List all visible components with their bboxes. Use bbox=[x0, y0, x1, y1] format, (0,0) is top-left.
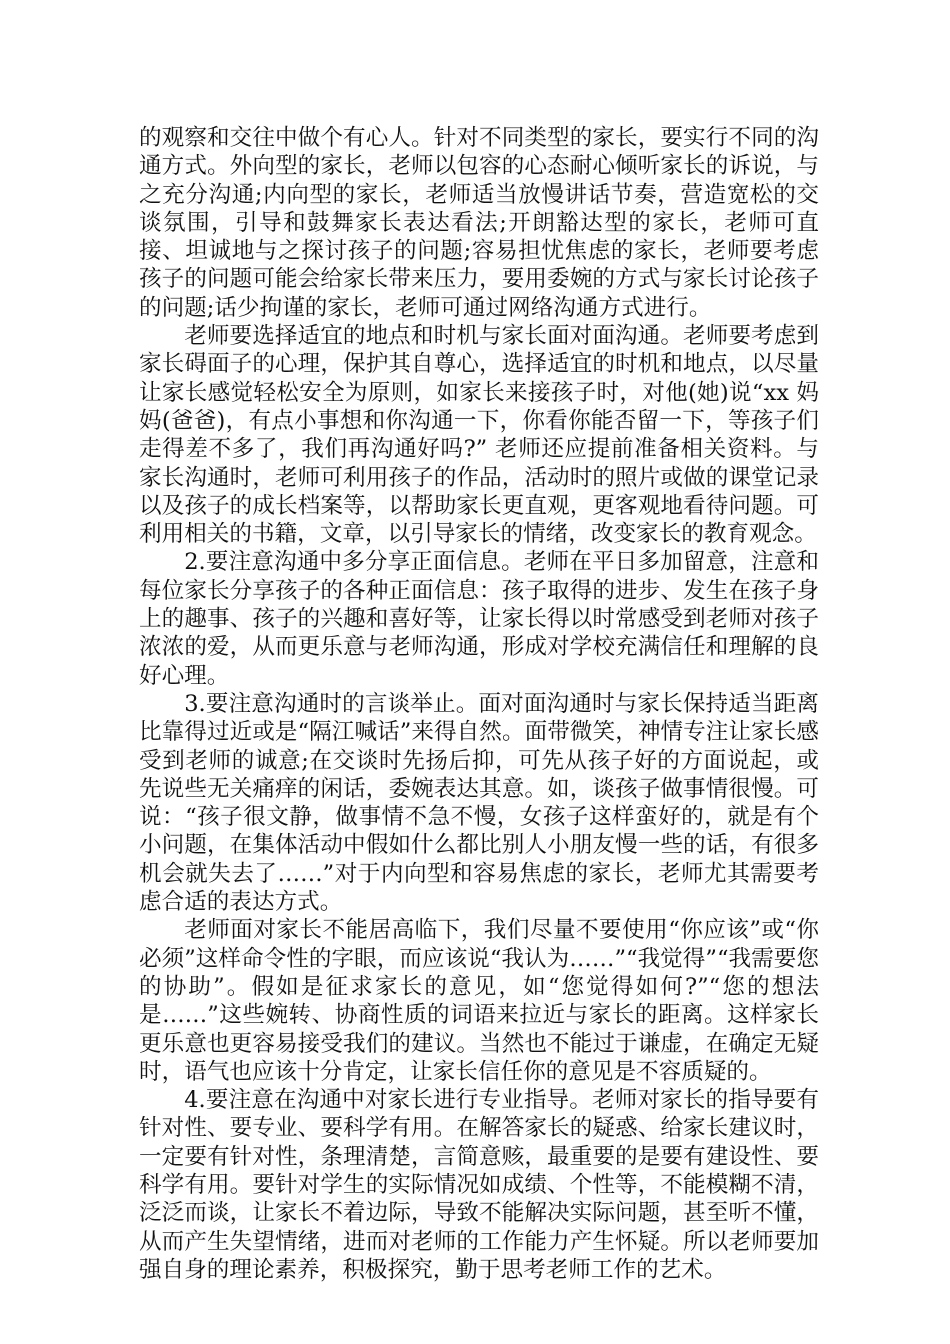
paragraph-3: 2.要注意沟通中多分享正面信息。老师在平日多加留意，注意和每位家长分享孩子的各种正面信息：孩子取得的进步、发生在孩子身上的趣事、孩子的兴趣和喜好等，让家长得以时常感受到老师对孩子浓浓的爱，从而更乐意与老师沟通，形成对学校充满信任和理解的良好心理。 bbox=[139, 549, 819, 689]
paragraph-4: 3.要注意沟通时的言谈举止。面对面沟通时与家长保持适当距离比靠得过近或是“隔江喊话”来得自然。面带微笑，神情专注让家长感受到老师的诚意;在交谈时先扬后抑，可先从孩子好的方面说起，或先说些无关痛痒的闲话，委婉表达其意。如，谈孩子做事情很慢。可说：“孩子很文静，做事情不急不慢，女孩子这样蛮好的，就是有个小问题，在集体活动中假如什么都比别人小朋友慢一些的话，有很多机会就失去了……”对于内向型和容易焦虑的家长，老师尤其需要考虑合适的表达方式。 bbox=[139, 690, 819, 916]
paragraph-5: 老师面对家长不能居高临下，我们尽量不要使用“你应该”或“你必须”这样命令性的字眼，而应该说“我认为……”“我觉得”“我需要您的协助”。假如是征求家长的意见，如“您觉得如何?”“您的想法是……”这些婉转、协商性质的词语来拉近与家长的距离。这样家长更乐意也更容易接受我们的建议。当然也不能过于谦虚，在确定无疑时，语气也应该十分肯定，让家长信任你的意见是不容质疑的。 bbox=[139, 917, 819, 1085]
document-body bbox=[139, 124, 819, 1284]
paragraph-2: 老师要选择适宜的地点和时机与家长面对面沟通。老师要考虑到家长碍面子的心理，保护其自尊心，选择适宜的时机和地点，以尽量让家长感觉轻松安全为原则，如家长来接孩子时，对他(她)说“xx 妈妈(爸爸)，有点小事想和你沟通一下，你看你能否留一下，等孩子们走得差不多了，我们再沟通好吗?” 老师还应提前准备相关资料。与家长沟通时，老师可利用孩子的作品，活动时的照片或做的课堂记录以及孩子的成长档案等，以帮助家长更直观，更客观地看待问题。可利用相关的书籍，文章，以引导家长的情绪，改变家长的教育观念。 bbox=[139, 323, 819, 548]
paragraph-1: 的观察和交往中做个有心人。针对不同类型的家长，要实行不同的沟通方式。外向型的家长，老师以包容的心态耐心倾听家长的诉说，与之充分沟通;内向型的家长，老师适当放慢讲话节奏，营造宽松的交谈氛围，引导和鼓舞家长表达看法;开朗豁达型的家长，老师可直接、坦诚地与之探讨孩子的问题;容易担忧焦虑的家长，老师要考虑孩子的问题可能会给家长带来压力，要用委婉的方式与家长讨论孩子的问题;话少拘谨的家长，老师可通过网络沟通方式进行。 bbox=[139, 125, 819, 321]
paragraph-6: 4.要注意在沟通中对家长进行专业指导。老师对家长的指导要有针对性、要专业、要科学有用。在解答家长的疑惑、给家长建议时，一定要有针对性，条理清楚，言简意赅，最重要的是要有建设性、要科学有用。要针对学生的实际情况如成绩、个性等，不能模糊不清，泛泛而谈，让家长不着边际，导致不能解决实际问题，甚至听不懂，从而产生失望情绪，进而对老师的工作能力产生怀疑。所以老师要加强自身的理论素养，积极探究，勤于思考老师工作的艺术。 bbox=[139, 1087, 819, 1283]
